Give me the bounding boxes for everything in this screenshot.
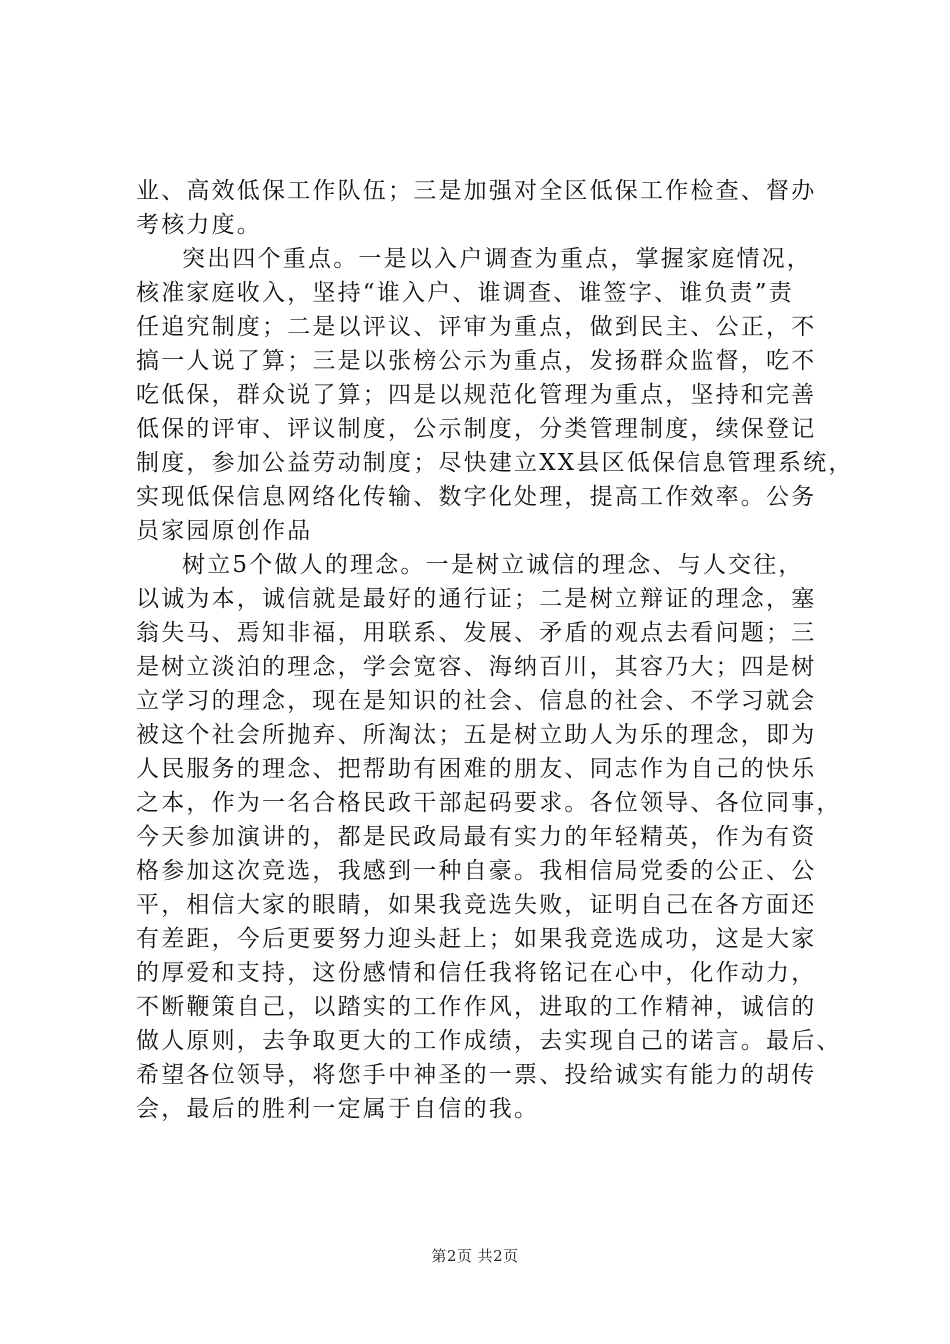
paragraph-first-line: 突出四个重点。一是以入户调查为重点，掌握家庭情况， [182, 246, 812, 272]
text-line: 搞一人说了算；三是以张榜公示为重点，发扬群众监督，吃不 [136, 348, 817, 374]
text-line: 之本，作为一名合格民政干部起码要求。各位领导、各位同事， [136, 790, 842, 816]
text-line: 制度，参加公益劳动制度；尽快建立XX县区低保信息管理系统， [136, 450, 854, 476]
text-line: 被这个社会所抛弃、所淘汰；五是树立助人为乐的理念，即为 [136, 722, 817, 748]
document-body [136, 174, 854, 1126]
text-line: 做人原则，去争取更大的工作成绩，去实现自己的诺言。最后、 [136, 1028, 842, 1054]
text-line: 以诚为本，诚信就是最好的通行证；二是树立辩证的理念，塞 [136, 586, 817, 612]
text-line: 立学习的理念，现在是知识的社会、信息的社会、不学习就会 [136, 688, 817, 714]
text-line: 格参加这次竞选，我感到一种自豪。我相信局党委的公正、公 [136, 858, 817, 884]
text-line: 业、高效低保工作队伍；三是加强对全区低保工作检查、督办 [136, 178, 817, 204]
text-line: 的厚爱和支持，这份感情和信任我将铭记在心中，化作动力， [136, 960, 817, 986]
text-line: 核准家庭收入，坚持“谁入户、谁调查、谁签字、谁负责”责 [136, 280, 794, 306]
text-line: 希望各位领导，将您手中神圣的一票、投给诚实有能力的胡传 [136, 1062, 817, 1088]
text-line: 平，相信大家的眼睛，如果我竞选失败，证明自己在各方面还 [136, 892, 817, 918]
text-line: 低保的评审、评议制度，公示制度，分类管理制度，续保登记 [136, 416, 817, 442]
text-line: 有差距，今后更要努力迎头赶上；如果我竞选成功，这是大家 [136, 926, 817, 952]
text-line: 任追究制度；二是以评议、评审为重点，做到民主、公正，不 [136, 314, 817, 340]
text-line: 人民服务的理念、把帮助有困难的朋友、同志作为自己的快乐 [136, 756, 817, 782]
text-line: 今天参加演讲的，都是民政局最有实力的年轻精英，作为有资 [136, 824, 817, 850]
text-line: 考核力度。 [136, 212, 262, 238]
text-line: 实现低保信息网络化传输、数字化处理，提高工作效率。公务 [136, 484, 817, 510]
text-line: 翁失马、焉知非福，用联系、发展、矛盾的观点去看问题；三 [136, 620, 817, 646]
text-line: 不断鞭策自己，以踏实的工作作风，进取的工作精神，诚信的 [136, 994, 817, 1020]
page-number-footer: 第2页 共2页 [431, 1247, 519, 1265]
text-line: 是树立淡泊的理念，学会宽容、海纳百川，其容乃大；四是树 [136, 654, 817, 680]
paragraph-first-line: 树立5个做人的理念。一是树立诚信的理念、与人交往， [182, 552, 804, 578]
text-line: 会，最后的胜利一定属于自信的我。 [136, 1096, 540, 1122]
text-line: 吃低保，群众说了算；四是以规范化管理为重点，坚持和完善 [136, 382, 817, 408]
text-line: 员家园原创作品 [136, 518, 313, 544]
